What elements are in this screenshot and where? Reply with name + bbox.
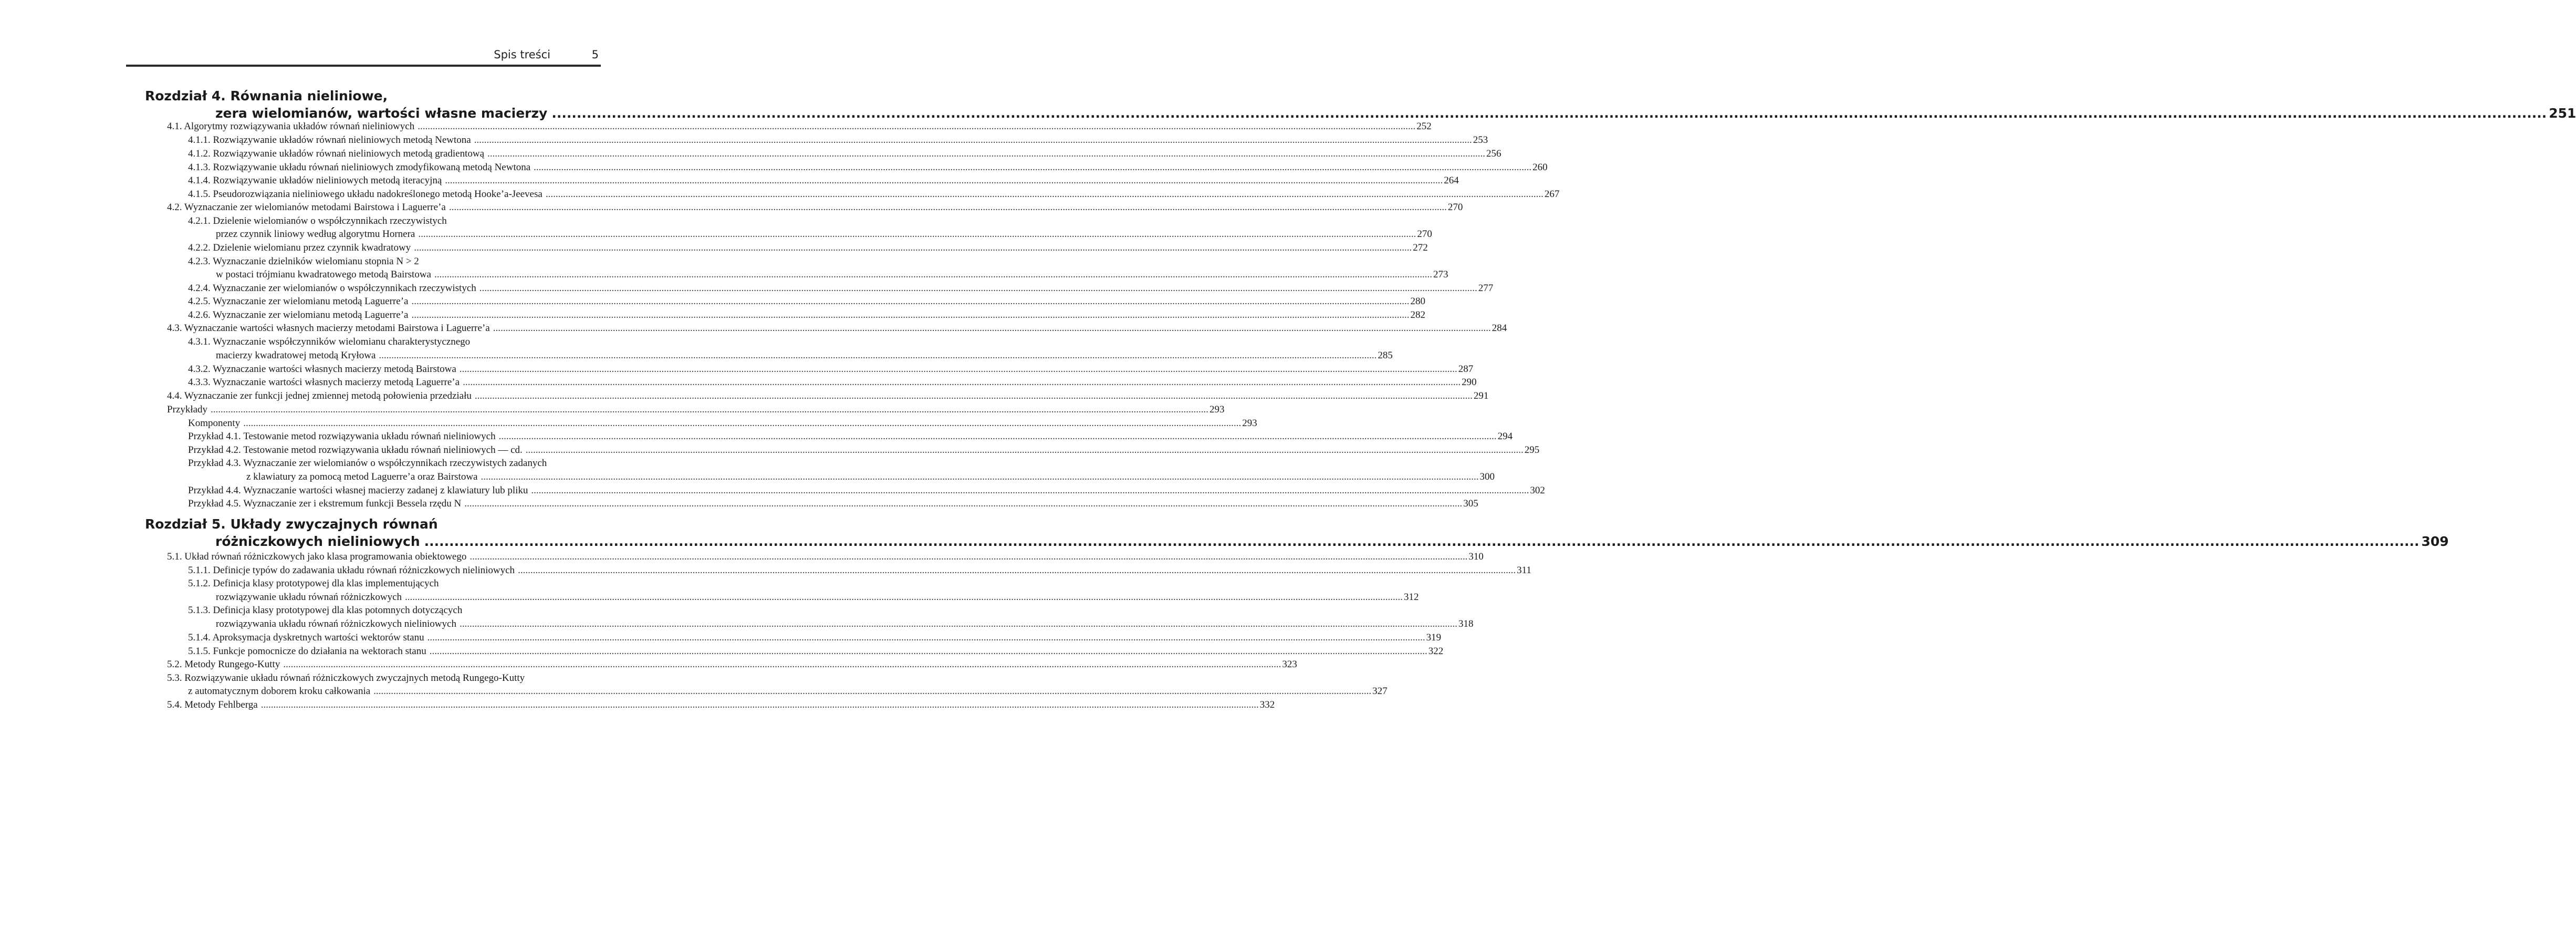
toc-entry-title: 5.4. Metody Fehlberga (167, 699, 258, 710)
toc-entry-title: 4.1.2. Rozwiązywanie układów równań nieliniowych metodą gradientową (188, 148, 485, 159)
toc-entry-page-number: 270 (1447, 202, 1463, 213)
dot-leader: ................................................................................................................................................................................................................................................................................................................................................................................................................ (481, 471, 1479, 482)
toc-entry-page-number: 260 (1532, 162, 1548, 173)
dot-leader: ................................................................................................................................................................................................................................................................................................................................................................................................................ (429, 646, 1427, 657)
toc-entry[interactable] (188, 133, 1488, 147)
toc-entry-page-number: 284 (1492, 323, 1507, 334)
toc-entry[interactable] (188, 484, 1545, 497)
toc-entry-page-number: 300 (1479, 471, 1495, 482)
toc-entry[interactable] (246, 470, 1495, 483)
dot-leader: ................................................................................................................................................................................................................................................................................................................................................................................................................ (463, 377, 1461, 388)
toc-entry[interactable] (188, 188, 1560, 201)
toc-entry-page-number: 273 (1433, 269, 1448, 280)
toc-entry-title-first-line: 5.3. Rozwiązywanie układu równań różniczkowych zwyczajnych metodą Rungego-Kutty (167, 672, 525, 684)
dot-leader: ................................................................................................................................................................................................................................................................................................................................................................................................................ (459, 364, 1457, 375)
toc-entry-page-number: 302 (1530, 485, 1545, 496)
toc-entry-page-number: 270 (1417, 229, 1432, 240)
toc-entry-title: 5.1.5. Funkcje pomocnicze do działania na wektorach stanu (188, 646, 426, 657)
toc-entry[interactable] (167, 550, 1484, 563)
toc-entry-title: 4.3.2. Wyznaczanie wartości własnych macierzy metodą Bairstowa (188, 364, 456, 375)
toc-entry-title-first-line: 5.1.2. Definicja klasy prototypowej dla klas implementujących (188, 578, 439, 589)
dot-leader: ................................................................................................................................................................................................................................................................................................................................................................................................................ (474, 390, 1473, 401)
toc-entry-page-number: 312 (1404, 592, 1419, 603)
toc-entry-title: Przykład 4.2. Testowanie metod rozwiązywania układu równań nieliniowych — cd. (188, 444, 523, 456)
toc-entry[interactable] (188, 631, 1442, 644)
toc-entry-title: Przykład 4.4. Wyznaczanie wartości własnej macierzy zadanej z klawiatury lub pliku (188, 485, 528, 496)
toc-entry[interactable] (188, 241, 1428, 254)
toc-entry[interactable] (188, 497, 1478, 510)
toc-entry-page-number: 285 (1378, 350, 1393, 361)
toc-entry-title: 5.1. Układ równań różniczkowych jako klasa programowania obiektowego (167, 551, 467, 562)
toc-entry-title: 4.2. Wyznaczanie zer wielomianów metodami Bairstowa i Laguerre’a (167, 202, 446, 213)
toc-entry-page-number: 290 (1462, 377, 1477, 388)
dot-leader: ................................................................................................................................................................................................................................................................................................................................................................................................................ (445, 175, 1443, 186)
dot-leader: ................................................................................................................................................................................................................................................................................................................................................................................................................ (434, 269, 1432, 280)
running-header-title: Spis treści (494, 48, 550, 61)
toc-entry-page-number: 277 (1478, 283, 1494, 294)
dot-leader: ................................................................................................................................................................................................................................................................................................................................................................................................................ (427, 632, 1425, 643)
toc-entry-title: 4.4. Wyznaczanie zer funkcji jednej zmiennej metodą połowienia przedziału (167, 390, 472, 401)
toc-entry-page-number: 252 (1416, 121, 1432, 132)
dot-leader: ................................................................................................................................................................................................................................................................................................................................................................................................................ (260, 699, 1259, 710)
toc-entry-page-number: 280 (1410, 296, 1425, 307)
toc-entry-title: 4.1.3. Rozwiązywanie układu równań nieliniowych zmodyfikowaną metodą Newtona (188, 162, 531, 173)
dot-leader: ................................................................................................................................................................................................................................................................................................................................................................................................................ (211, 404, 1209, 415)
toc-entry-page-number: 305 (1463, 498, 1478, 509)
dot-leader: ................................................................................................................................................................................................................................................................................................................................................................................................................ (545, 189, 1543, 200)
toc-entry-page-number: 323 (1282, 659, 1297, 670)
dot-leader: ................................................................................................................................................................................................................................................................................................................................................................................................................ (487, 148, 1486, 159)
toc-entry[interactable] (167, 698, 1275, 711)
toc-entry-title: przez czynnik liniowy według algorytmu Hornera (216, 229, 415, 240)
toc-entry-title: z automatycznym doborem kroku całkowania (188, 686, 371, 697)
chapter-title-line2-row (145, 533, 2449, 550)
toc-entry-title: 4.2.5. Wyznaczanie zer wielomianu metodą Laguerre’a (188, 296, 409, 307)
chapter-title-line1: Rozdział 5. Układy zwyczajnych równań (145, 516, 438, 532)
dot-leader: ................................................................................................................................................................................................................................................................................................................................................................................................................ (534, 162, 1532, 173)
toc-entry-title: rozwiązywanie układu równań różniczkowych (216, 592, 402, 603)
toc-entry-title: Przykłady (167, 404, 208, 415)
dot-leader: ................................................................................................................................................................................................................................................................................................................................................................................................................ (493, 323, 1491, 334)
toc-entry[interactable] (188, 564, 1531, 577)
toc-entry[interactable] (188, 376, 1477, 389)
dot-leader: ................................................................................................................................................................................................................................................................................................................................................................................................................ (243, 418, 1242, 429)
toc-entry[interactable] (167, 322, 1507, 335)
toc-entry-title: 4.3.3. Wyznaczanie wartości własnych macierzy metodą Laguerre’a (188, 377, 460, 388)
dot-leader: ................................................................................................................................................................................................................................................................................................................................................................................................................ (531, 485, 1529, 496)
dot-leader: ................................................................................................................................................................................................................................................................................................................................................................................................................ (449, 202, 1447, 213)
toc-entry-title: 4.1.1. Rozwiązywanie układów równań nieliniowych metodą Newtona (188, 134, 471, 146)
chapter-page-number: 251 (2549, 106, 2576, 121)
toc-entry-title: 4.2.4. Wyznaczanie zer wielomianów o współczynnikach rzeczywistych (188, 283, 476, 294)
toc-entry-title-first-line: Przykład 4.3. Wyznaczanie zer wielomianów o współczynnikach rzeczywistych zadanych (188, 458, 547, 469)
dot-leader: ................................................................................................................................................................................................................................................................................................................................................................................................................ (405, 592, 1403, 603)
toc-entry[interactable] (188, 443, 1540, 457)
dot-leader: ................................................................................................................................................................................................................................................................................................................................................................................................................ (418, 121, 1416, 132)
toc-entry-page-number: 327 (1372, 686, 1388, 697)
toc-entry[interactable] (188, 430, 1513, 443)
dot-leader: ................................................................................................................................................................................................................................................................................................................................................................................................................ (525, 444, 1524, 456)
toc-entry-page-number: 282 (1410, 309, 1425, 320)
dot-leader: ................................................................................................................................................................................................................................................................................................................................................................................................................ (470, 551, 1468, 562)
toc-entry[interactable] (216, 349, 1393, 362)
toc-entry-page-number: 293 (1209, 404, 1225, 415)
dot-leader: ................................................................................................................................................................................................................................................................................................................................................................................................................ (498, 431, 1497, 442)
chapter-title-line1: Rozdział 4. Równania nieliniowe, (145, 88, 388, 104)
toc-entry[interactable] (216, 591, 1419, 604)
toc-entry-page-number: 322 (1428, 646, 1444, 657)
toc-entry-title: macierzy kwadratowej metodą Kryłowa (216, 350, 376, 361)
dot-leader: ................................................................................................................................................................................................................................................................................................................................................................................................................ (518, 565, 1516, 576)
toc-entry-title-first-line: 5.1.3. Definicja klasy prototypowej dla klas potomnych dotyczących (188, 605, 463, 616)
chapter-page-number: 309 (2421, 534, 2449, 549)
toc-entry-title: 5.2. Metody Rungego-Kutty (167, 659, 280, 670)
toc-entry-title-first-line: 4.2.1. Dzielenie wielomianów o współczynnikach rzeczywistych (188, 215, 447, 226)
dot-leader: ................................................................................................................................................................................................................................................................................................................................................................................................................ (459, 618, 1457, 629)
toc-entry-title: 4.1. Algorytmy rozwiązywania układów równań nieliniowych (167, 121, 415, 132)
dot-leader: ................................................................................................................................................................................................................................................................................................................................................................................................................ (474, 134, 1472, 146)
toc-entry-title: 4.1.4. Rozwiązywanie układów nieliniowych metodą iteracyjną (188, 175, 442, 186)
dot-leader: ................................................................................................................................................................................................................................................................................................................................................................................................................ (411, 309, 1410, 320)
toc-entry-page-number: 332 (1259, 699, 1275, 710)
toc-entry-title: 5.1.4. Aproksymacja dyskretnych wartości wektorów stanu (188, 632, 424, 643)
toc-entry-page-number: 287 (1458, 364, 1474, 375)
toc-entry-page-number: 293 (1242, 418, 1257, 429)
toc-entry[interactable] (167, 201, 1463, 214)
chapter-heading[interactable] (145, 87, 2576, 122)
toc-entry-title: rozwiązywania układu równań różniczkowych nieliniowych (216, 618, 456, 629)
toc-entry-page-number: 294 (1497, 431, 1513, 442)
toc-entry-title: Przykład 4.1. Testowanie metod rozwiązywania układu równań nieliniowych (188, 431, 496, 442)
toc-entry-page-number: 253 (1473, 134, 1488, 146)
toc-entry-title: 4.1.5. Pseudorozwiązania nieliniowego układu nadokreślonego metodą Hooke’a-Jeevesa (188, 189, 543, 200)
toc-entry[interactable] (188, 147, 1501, 160)
toc-entry-title: 4.3. Wyznaczanie wartości własnych macierzy metodami Bairstowa i Laguerre’a (167, 323, 490, 334)
toc-entry-title: 4.2.2. Dzielenie wielomianu przez czynnik kwadratowy (188, 242, 411, 253)
toc-entry-title-first-line: 4.2.3. Wyznaczanie dzielników wielomianu stopnia N > 2 (188, 256, 419, 267)
dot-leader: ................................................................................................................................................................................................................................................................................................................................................................................................................ (418, 229, 1416, 240)
toc-entry-page-number: 318 (1458, 618, 1474, 629)
toc-entry[interactable] (188, 417, 1257, 430)
toc-entry-title: w postaci trójmianu kwadratowego metodą Bairstowa (216, 269, 431, 280)
dot-leader: ................................................................................................................................................................................................................................................................................................................................................................................................................ (411, 296, 1410, 307)
dot-leader: ................................................................................................................................................................................................................................................................................................................................................................................................................ (283, 659, 1281, 670)
header-rule (126, 65, 601, 67)
toc-entry-title: 5.1.1. Definicje typów do zadawania układu równań różniczkowych nieliniowych (188, 565, 515, 576)
dot-leader: ................................................................................................................................................................................................................................................................................................................................................................................................................ (464, 498, 1463, 509)
toc-entry-title: Komponenty (188, 418, 241, 429)
toc-entry[interactable] (216, 617, 1474, 630)
toc-entry[interactable] (216, 227, 1432, 241)
dot-leader: ................................................................................................................................................................................................................................................................................................................................................................................................................ (551, 106, 2547, 121)
toc-entry-page-number: 310 (1468, 551, 1484, 562)
dot-leader: ................................................................................................................................................................................................................................................................................................................................................................................................................ (373, 686, 1372, 697)
dot-leader: ................................................................................................................................................................................................................................................................................................................................................................................................................ (414, 242, 1412, 253)
toc-entry[interactable] (167, 389, 1489, 402)
chapter-title-line2: różniczkowych nieliniowych (215, 534, 420, 549)
toc-entry[interactable] (167, 120, 1432, 133)
toc-entry[interactable] (167, 403, 1225, 416)
toc-entry-page-number: 256 (1486, 148, 1501, 159)
dot-leader: ................................................................................................................................................................................................................................................................................................................................................................................................................ (379, 350, 1377, 361)
toc-entry-title-first-line: 4.3.1. Wyznaczanie współczynników wielomianu charakterystycznego (188, 336, 471, 347)
toc-entry-page-number: 295 (1524, 444, 1540, 456)
toc-entry[interactable] (188, 685, 1388, 698)
toc-entry-page-number: 319 (1426, 632, 1442, 643)
toc-entry[interactable] (188, 161, 1548, 174)
dot-leader: ................................................................................................................................................................................................................................................................................................................................................................................................................ (479, 283, 1477, 294)
toc-entry-page-number: 264 (1444, 175, 1459, 186)
toc-entry-page-number: 291 (1473, 390, 1489, 401)
toc-entry[interactable] (188, 295, 1425, 308)
toc-entry-title: 4.2.6. Wyznaczanie zer wielomianu metodą Laguerre’a (188, 309, 409, 320)
running-header (126, 48, 601, 64)
running-header-page-number: 5 (591, 48, 599, 61)
toc-entry[interactable] (188, 363, 1474, 376)
toc-entry[interactable] (167, 658, 1297, 671)
toc-entry[interactable] (216, 268, 1448, 281)
toc-entry-title: z klawiatury za pomocą metod Laguerre’a oraz Bairstowa (246, 471, 478, 482)
chapter-title-line2: zera wielomianów, wartości własne macierzy (215, 106, 548, 121)
toc-entry[interactable] (188, 174, 1459, 187)
toc-entry-page-number: 311 (1517, 565, 1531, 576)
toc-entry-page-number: 267 (1544, 189, 1560, 200)
chapter-heading[interactable] (145, 515, 2449, 550)
toc-entry[interactable] (188, 282, 1494, 295)
toc-entry-page-number: 272 (1413, 242, 1428, 253)
toc-entry[interactable] (188, 645, 1444, 658)
toc-entry[interactable] (188, 308, 1425, 322)
toc-entry-title: Przykład 4.5. Wyznaczanie zer i ekstremum funkcji Bessela rzędu N (188, 498, 462, 509)
dot-leader: ................................................................................................................................................................................................................................................................................................................................................................................................................ (424, 534, 2419, 549)
